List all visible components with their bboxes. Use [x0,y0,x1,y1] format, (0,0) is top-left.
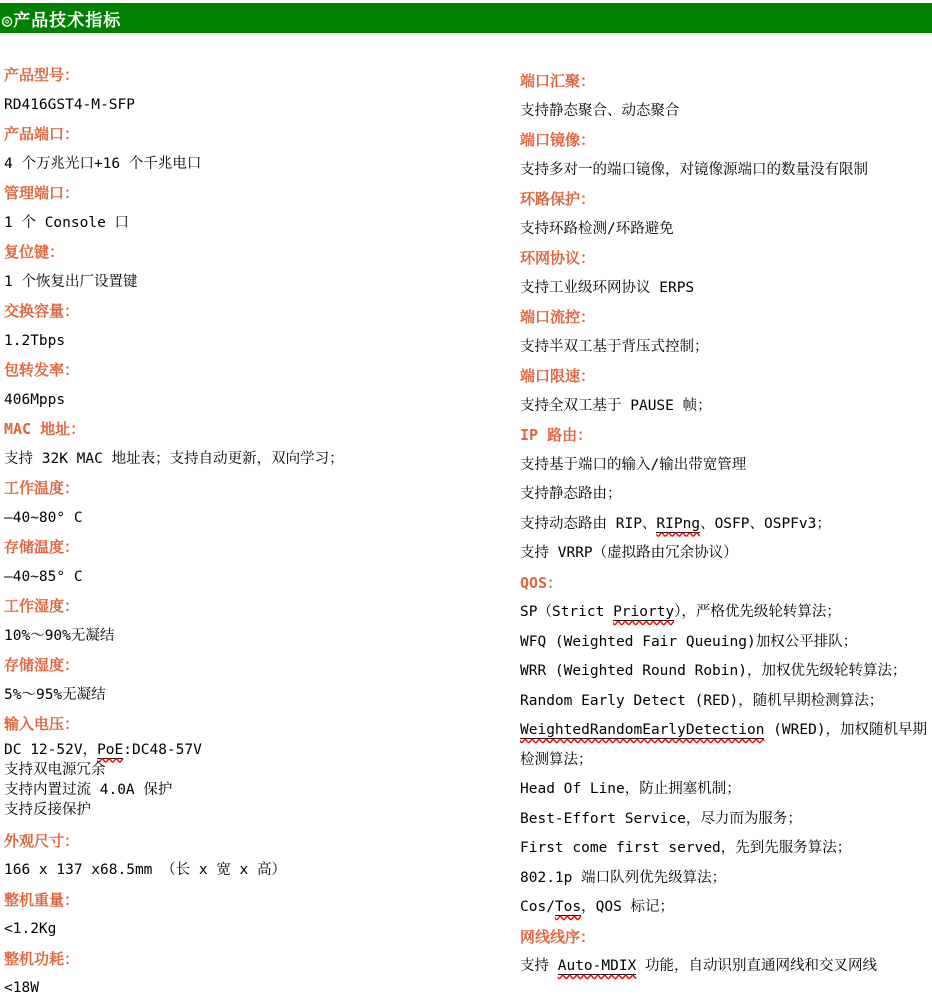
text-segment: —40~80° C [4,509,83,526]
spec-block [4,533,520,592]
text-segment: WFQ (Weighted Fair Queuing)加权公平排队； [520,633,858,650]
spec-value [520,716,932,746]
spec-value [4,780,520,800]
text-segment: First come first served，先到先服务算法； [520,840,852,856]
text-segment: SP（Strict [520,604,614,620]
spec-label: 管理端口： [4,184,80,202]
spec-value [4,386,520,416]
section-header-bar [0,3,932,33]
spec-block [520,569,932,923]
text-segment: DC 12-52V， [4,741,98,758]
spec-value [4,681,520,711]
spec-value [520,893,932,923]
spec-block [4,592,520,651]
text-segment: 支持基于端口的输入/输出带宽管理 [520,456,747,473]
spec-value [520,480,932,510]
spec-block [520,185,932,244]
text-segment: Random Early Detect (RED)，随机早期检测算法； [520,692,884,709]
spec-value [520,775,932,805]
spec-value [4,856,520,886]
spec-label: 端口流控： [520,308,596,326]
spec-value [520,805,932,835]
spec-block [4,827,520,886]
spec-block [4,297,520,356]
spec-label: 环网协议： [520,249,596,267]
spec-label: 外观尺寸： [4,831,80,850]
spec-value [520,215,932,245]
text-segment: ，QOS 标记； [581,899,675,915]
spec-value [520,952,932,982]
text-segment: 406Mpps [4,391,66,408]
spec-value [4,563,520,593]
text-segment: 4 个万兆光口+16 个千兆电口 [4,155,202,172]
spec-value [4,622,520,652]
text-segment: 支持动态路由 RIP、 [520,515,657,532]
section-title: ◎产品技术指标 [2,10,122,31]
spec-label: MAC 地址： [4,420,86,438]
text-segment: Cos/ [520,899,555,915]
spec-value [4,91,520,121]
spec-block [4,886,520,945]
spec-label: 整机功耗： [4,949,80,968]
text-segment: Best-Effort Service，尽力而为服务； [520,810,802,827]
spec-label: 产品型号： [4,66,80,84]
spec-value [520,510,932,540]
spec-label: 整机重量： [4,890,80,909]
text-segment: —40~85° C [4,568,83,585]
underlined-term: Priorty [613,604,675,620]
text-segment: 166 x 137 x68.5mm （长 x 宽 x 高） [4,862,287,878]
spec-block [520,244,932,303]
underlined-term: WeightedRandomEarlyDetection [520,722,765,738]
spec-value [520,628,932,658]
spec-label: 工作湿度： [4,597,80,615]
spec-block [4,120,520,179]
spec-block [520,421,932,569]
spec-value [4,740,520,760]
spec-block [4,61,520,120]
spec-block [4,945,520,1004]
spec-value [4,327,520,357]
spec-block [4,415,520,474]
text-segment: 802.1p 端口队列优先级算法； [520,869,727,886]
text-segment: 支持多对一的端口镜像，对镜像源端口的数量没有限制 [520,161,868,178]
spec-value [520,156,932,186]
spec-value [520,392,932,422]
text-segment: Head Of Line，防止拥塞机制； [520,781,741,797]
spec-block [520,923,932,982]
text-segment: 支持反接保护 [4,801,91,818]
text-segment: (WRED)，加权随机早期 [764,722,928,738]
spec-value [4,150,520,180]
spec-block [4,651,520,710]
underlined-term: Tos [554,899,582,915]
text-segment: 支持工业级环网协议 ERPS [520,279,695,296]
spec-block [4,179,520,238]
text-segment: 支持静态聚合、动态聚合 [520,102,680,119]
spec-value [520,333,932,363]
spec-column-right [520,61,932,1004]
spec-value [520,274,932,304]
spec-value [520,451,932,481]
spec-label: 存储湿度： [4,656,80,674]
spec-label: 存储温度： [4,538,80,556]
spec-column-left [0,61,520,1004]
spec-label: IP 路由： [520,426,593,444]
text-segment: 支持内置过流 4.0A 保护 [4,781,173,798]
text-segment: 5%～95%无凝结 [4,686,106,703]
spec-value [520,864,932,894]
spec-value [520,687,932,717]
text-segment: 支持 32K MAC 地址表；支持自动更新，双向学习； [4,450,344,467]
product-spec-page [0,3,932,1004]
spec-value [4,760,520,780]
spec-value [520,834,932,864]
text-segment: 1 个 Console 口 [4,214,130,231]
spec-label: 端口汇聚： [520,72,596,90]
spec-label: 包转发率： [4,361,80,379]
spec-columns [0,61,932,1004]
underlined-term: PoE [97,741,124,758]
text-segment: 支持双电源冗余 [4,761,106,778]
spec-value [520,746,932,776]
spec-value [520,97,932,127]
spec-label: 网线线序： [520,927,596,946]
spec-label: 复位键： [4,243,65,261]
text-segment: WRR (Weighted Round Robin)，加权优先级轮转算法； [520,663,907,679]
underlined-term: RIPng [656,515,701,532]
spec-value [4,800,520,820]
text-segment: 检测算法； [520,751,593,768]
text-segment: <1.2Kg [4,921,57,937]
text-segment: <18W [4,980,39,996]
spec-label: 工作温度： [4,479,80,497]
spec-block [4,238,520,297]
spec-value [520,539,932,569]
spec-block [520,126,932,185]
text-segment: 支持环路检测/环路避免 [520,220,674,237]
text-segment: 功能，自动识别直通网线和交叉网线 [636,958,878,974]
spec-label: 端口限速： [520,367,596,385]
spec-label: 产品端口： [4,125,80,143]
text-segment: 10%～90%无凝结 [4,627,115,644]
text-segment: 支持全双工基于 PAUSE 帧； [520,397,712,414]
text-segment: ），严格优先级轮转算法； [674,604,841,620]
text-segment: 、OSFP、OSPFv3； [700,515,831,532]
spec-label: 端口镜像： [520,131,596,149]
spec-value [4,209,520,239]
spec-value [4,504,520,534]
spec-value [4,445,520,475]
text-segment: :DC48-57V [123,741,202,758]
underlined-term: Auto-MDIX [557,958,637,974]
spec-block [520,303,932,362]
spec-block [4,710,520,820]
text-segment: RD416GST4-M-SFP [4,96,135,113]
spec-block [520,67,932,126]
spec-label: 环路保护： [520,190,596,208]
spec-block [4,356,520,415]
spec-label: 输入电压： [4,715,80,733]
text-segment: 支持半双工基于背压式控制； [520,338,709,355]
spec-value [4,915,520,945]
spec-value [520,657,932,687]
spec-value [520,598,932,628]
text-segment: 1 个恢复出厂设置键 [4,273,138,290]
spec-block [520,362,932,421]
spec-label: QOS： [520,573,563,592]
spec-label: 交换容量： [4,302,80,320]
text-segment: 支持静态路由； [520,486,622,502]
text-segment: 1.2Tbps [4,332,66,349]
spec-value [4,268,520,298]
spec-value [4,974,520,1004]
text-segment: 支持 VRRP（虚拟路由冗余协议） [520,545,738,561]
spec-block [4,474,520,533]
text-segment: 支持 [520,958,558,974]
